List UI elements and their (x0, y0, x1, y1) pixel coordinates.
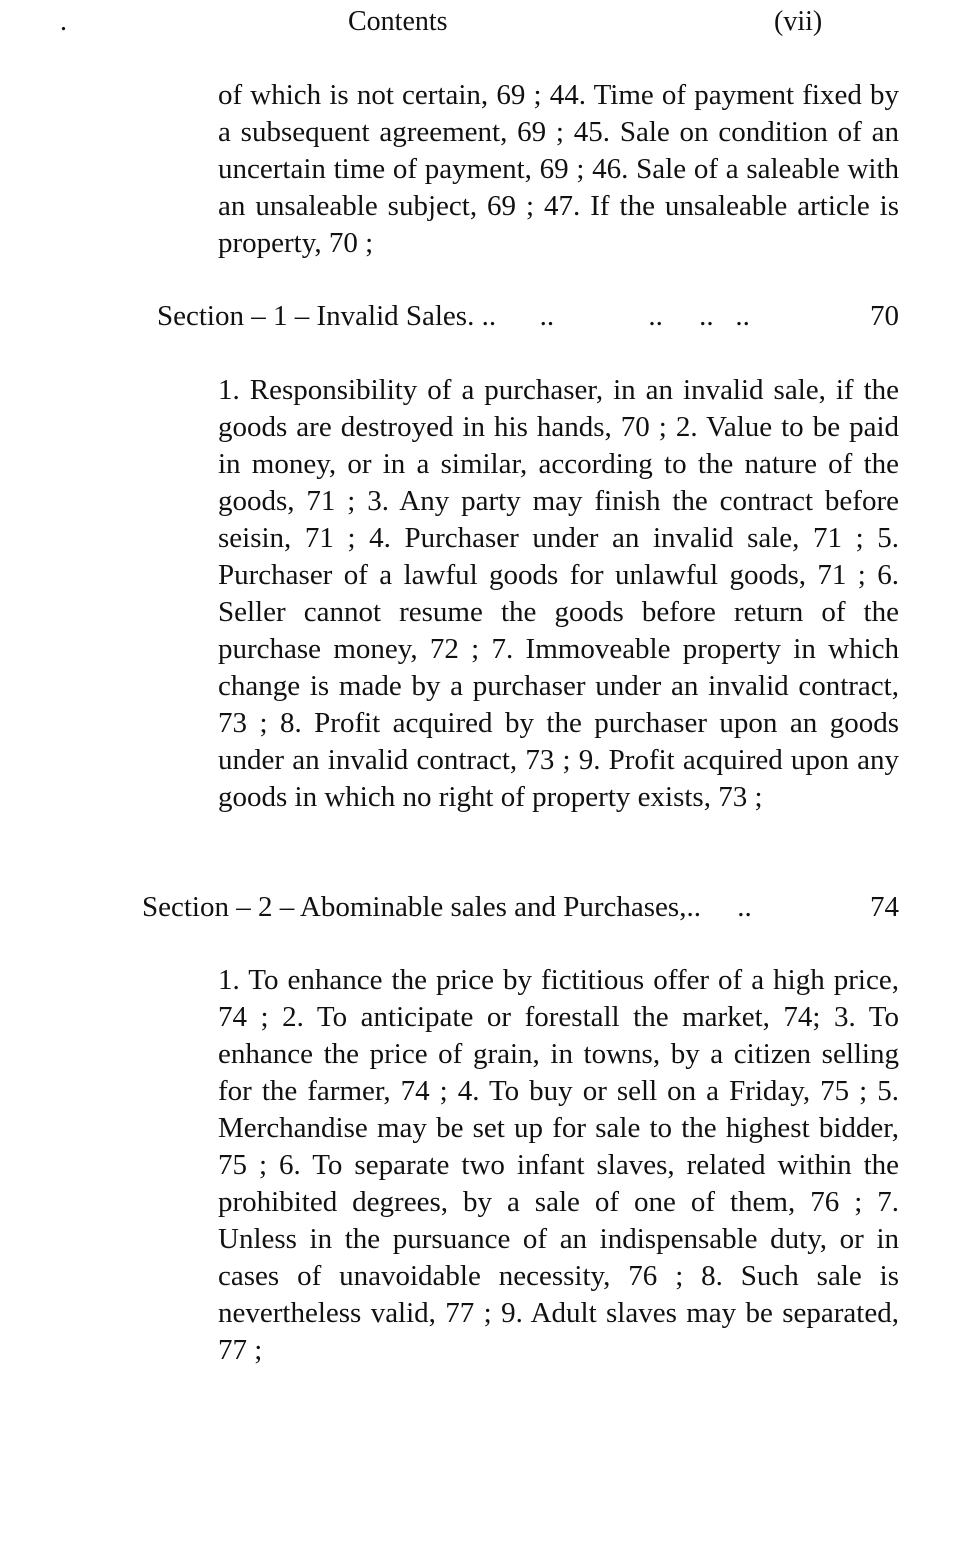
page-header (0, 4, 960, 40)
contents-paragraph-continued: of which is not certain, 69 ; 44. Time of payment fixed by a subsequent agreement, 69 ; 45. Sale on condition of an uncertain time of payment, 69 ; 46. Sale of a saleable with an unsaleable subject, 69 ; 47. If the unsaleable article is property, 70 ; (218, 79, 899, 259)
section-label: Section – 1 – Invalid Sales. .. .. .. .. .. (157, 300, 750, 332)
running-title: Contents (348, 6, 448, 37)
page-number-roman: (vii) (774, 6, 823, 37)
contents-paragraph-abominable-sales: 1. To enhance the price by fictitious offer of a high price, 74 ; 2. To anticipate or forestall the market, 74; 3. To enhance the price of grain, in towns, by a citizen selling for the farmer, 74 ; 4. To buy or sell on a Friday, 75 ; 5. Merchandise may be set up for sale to the highest bidder, 75 ; 6. To separate two infant slaves, related within the prohibited degrees, by a sale of one of them, 76 ; 7. Unless in the pursuance of an indispensable duty, or in cases of unavoidable necessity, 76 ; 8. Such sale is nevertheless valid, 77 ; 9. Adult slaves may be separated, 77 ; (218, 964, 899, 1366)
contents-paragraph-invalid-sales: 1. Responsibility of a purchaser, in an invalid sale, if the goods are destroyed in his hands, 70 ; 2. Value to be paid in money, or in a similar, according to the nature of the goods, 71 ; 3. Any party may finish the contract before seisin, 71 ; 4. Purchaser under an invalid sale, 71 ; 5. Purchaser of a lawful goods for unlawful goods, 71 ; 6. Seller cannot resume the goods before return of the purchase money, 72 ; 7. Immoveable property in which change is made by a purchaser under an invalid contract, 73 ; 8. Profit acquired by the purchaser upon an goods under an invalid contract, 73 ; 9. Profit acquired upon any goods in which no right of property exists, 73 ; (218, 374, 899, 813)
section-page-number: 70 (870, 300, 899, 332)
section-page-number: 74 (870, 891, 899, 923)
section-label: Section – 2 – Abominable sales and Purchases,.. .. (142, 891, 752, 923)
header-mark: . (60, 6, 67, 37)
